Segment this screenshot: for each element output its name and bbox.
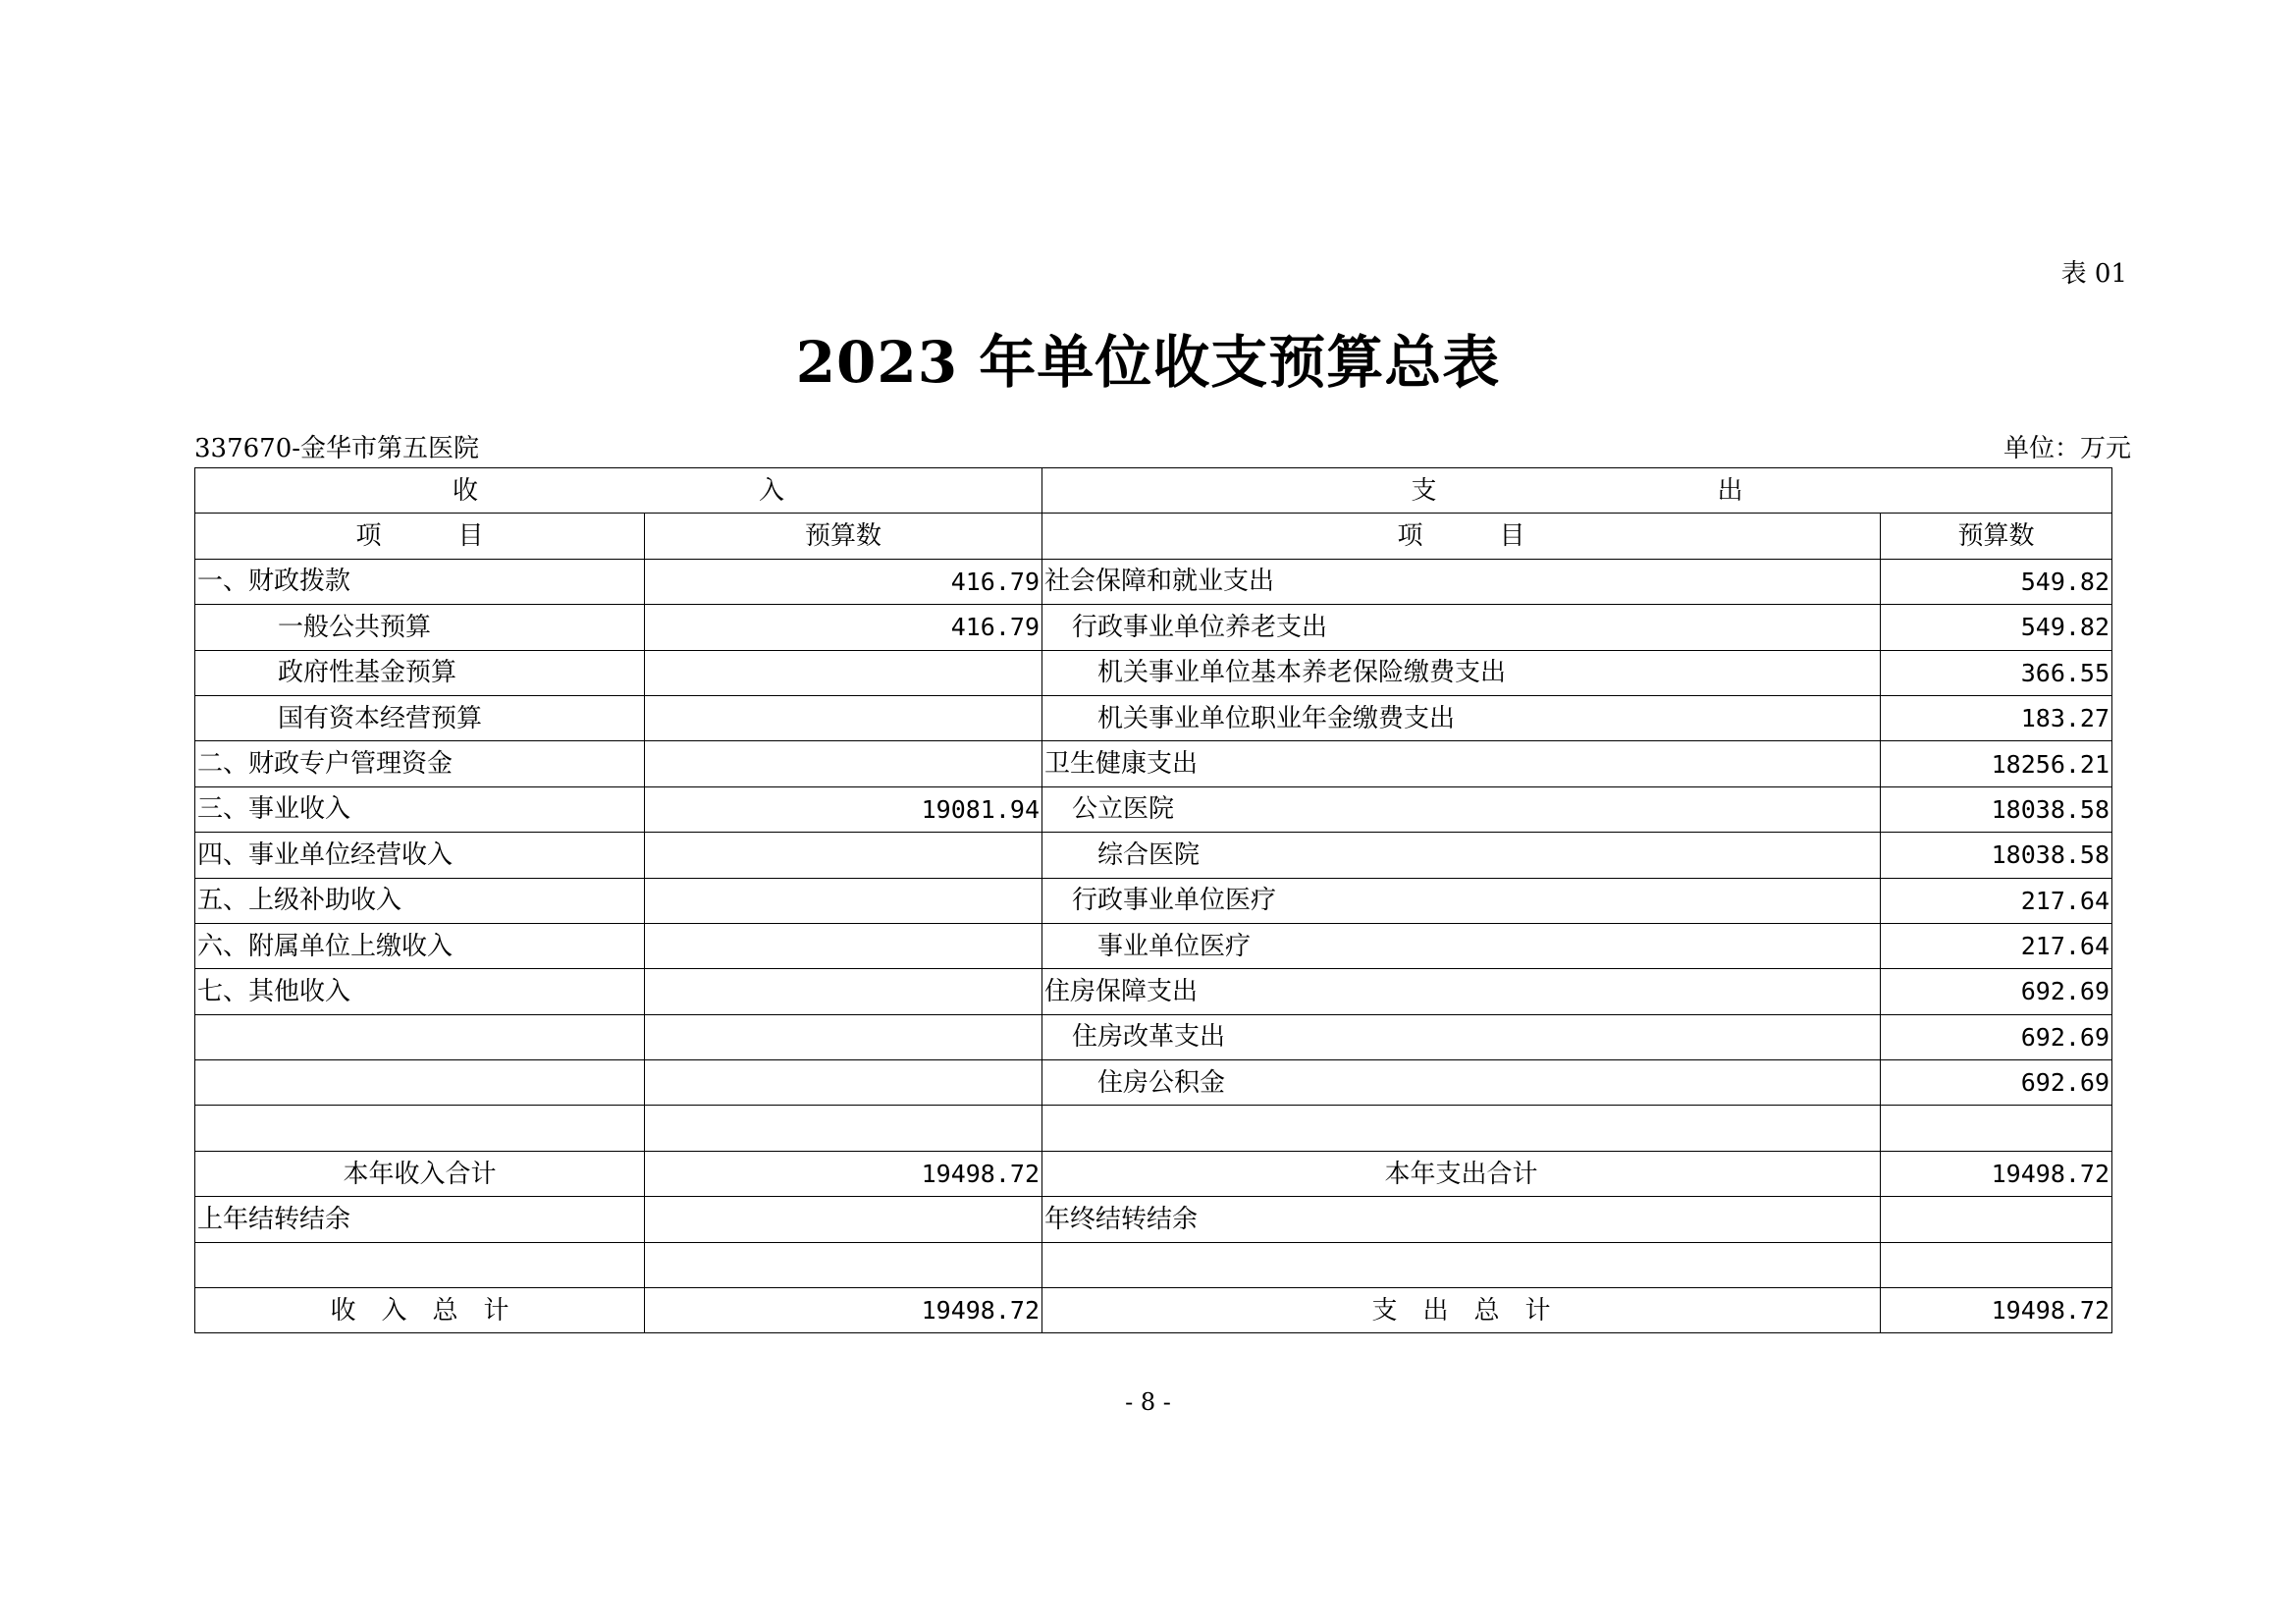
income-label: 四、事业单位经营收入 [195,833,645,878]
expense-value: 692.69 [1881,1060,2112,1106]
blank-cell [645,1242,1042,1287]
table-row [195,833,2112,878]
income-label: 五、上级补助收入 [195,878,645,923]
column-header-row [195,514,2112,559]
income-subtotal-value: 19498.72 [645,1151,1042,1196]
expense-label: 机关事业单位基本养老保险缴费支出 [1042,650,1881,695]
expense-label [1042,1106,1881,1151]
income-value [645,741,1042,786]
table-row [195,741,2112,786]
carryover-row [195,1197,2112,1242]
expense-label: 机关事业单位职业年金缴费支出 [1042,695,1881,740]
expense-value: 549.82 [1881,559,2112,604]
expense-budget-header: 预算数 [1881,514,2112,559]
income-value [645,1060,1042,1106]
expense-item-header: 项 目 [1042,514,1881,559]
table-row [195,878,2112,923]
table-row [195,559,2112,604]
blank-cell [1881,1242,2112,1287]
income-value [645,695,1042,740]
table-row [195,695,2112,740]
section-header-row [195,468,2112,514]
subtotal-row [195,1151,2112,1196]
expense-value: 692.69 [1881,1014,2112,1059]
income-value: 19081.94 [645,786,1042,832]
income-label [195,1060,645,1106]
expense-value: 549.82 [1881,605,2112,650]
income-label: 六、附属单位上缴收入 [195,923,645,968]
income-label: 一、财政拨款 [195,559,645,604]
income-value [645,969,1042,1014]
expense-label: 行政事业单位养老支出 [1042,605,1881,650]
expense-label: 社会保障和就业支出 [1042,559,1881,604]
expense-value: 18256.21 [1881,741,2112,786]
expense-label: 住房改革支出 [1042,1014,1881,1059]
table-row [195,650,2112,695]
income-section-header: 收 入 [195,468,1042,514]
page-number: - 8 - [1125,1388,1171,1416]
income-carryover-value [645,1197,1042,1242]
expense-total-value: 19498.72 [1881,1288,2112,1333]
income-value [645,1106,1042,1151]
income-item-header: 项 目 [195,514,645,559]
expense-subtotal-label: 本年支出合计 [1042,1151,1881,1196]
income-label [195,1106,645,1151]
income-label: 国有资本经营预算 [195,695,645,740]
income-total-value: 19498.72 [645,1288,1042,1333]
blank-cell [1042,1242,1881,1287]
expense-value: 183.27 [1881,695,2112,740]
income-label [195,1014,645,1059]
income-value [645,1014,1042,1059]
expense-subtotal-value: 19498.72 [1881,1151,2112,1196]
table-row [195,969,2112,1014]
table-row [195,923,2112,968]
page-title: 2023 年单位收支预算总表 [795,329,1501,396]
expense-value: 366.55 [1881,650,2112,695]
expense-section-header: 支 出 [1042,468,2112,514]
income-label: 政府性基金预算 [195,650,645,695]
expense-value: 217.64 [1881,923,2112,968]
expense-label: 卫生健康支出 [1042,741,1881,786]
expense-value [1881,1106,2112,1151]
blank-row [195,1242,2112,1287]
income-label: 七、其他收入 [195,969,645,1014]
unit-label: 单位：万元 [2002,434,2131,463]
income-subtotal-label: 本年收入合计 [195,1151,645,1196]
income-value: 416.79 [645,559,1042,604]
expense-carryover-label: 年终结转结余 [1042,1197,1881,1242]
table-row [195,1060,2112,1106]
expense-label: 住房公积金 [1042,1060,1881,1106]
budget-table [194,467,2112,1333]
income-carryover-label: 上年结转结余 [195,1197,645,1242]
income-value [645,650,1042,695]
expense-value: 217.64 [1881,878,2112,923]
total-row [195,1288,2112,1333]
expense-value: 18038.58 [1881,833,2112,878]
expense-carryover-value [1881,1197,2112,1242]
expense-value: 18038.58 [1881,786,2112,832]
table-row [195,1014,2112,1059]
table-row [195,786,2112,832]
table-row [195,605,2112,650]
expense-label: 事业单位医疗 [1042,923,1881,968]
income-value [645,833,1042,878]
form-number: 表 01 [2060,259,2127,289]
blank-cell [195,1242,645,1287]
expense-label: 综合医院 [1042,833,1881,878]
expense-label: 住房保障支出 [1042,969,1881,1014]
organization-name: 337670-金华市第五医院 [194,434,480,463]
expense-label: 公立医院 [1042,786,1881,832]
income-label: 二、财政专户管理资金 [195,741,645,786]
table-row [195,1106,2112,1151]
income-total-label: 收 入 总 计 [195,1288,645,1333]
expense-total-label: 支 出 总 计 [1042,1288,1881,1333]
income-budget-header: 预算数 [645,514,1042,559]
income-value: 416.79 [645,605,1042,650]
income-value [645,923,1042,968]
income-label: 三、事业收入 [195,786,645,832]
expense-label: 行政事业单位医疗 [1042,878,1881,923]
expense-value: 692.69 [1881,969,2112,1014]
income-label: 一般公共预算 [195,605,645,650]
income-value [645,878,1042,923]
